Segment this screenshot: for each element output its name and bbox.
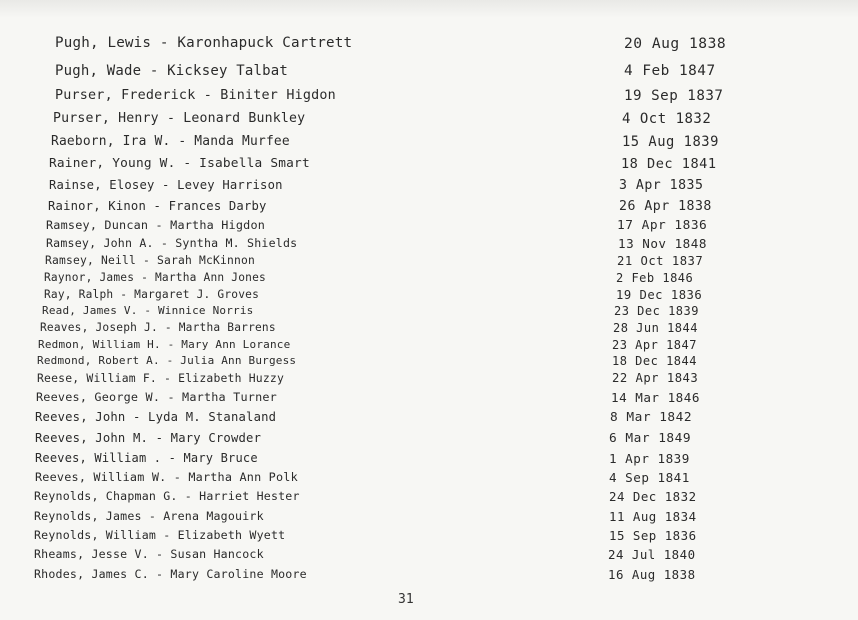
couple-names: Redmon, William H. - Mary Ann Lorance (38, 338, 291, 351)
couple-names: Reaves, Joseph J. - Martha Barrens (40, 321, 276, 334)
couple-names: Rhodes, James C. - Mary Caroline Moore (34, 567, 307, 581)
marriage-date: 19 Sep 1837 (624, 88, 724, 104)
couple-names: Reeves, George W. - Martha Turner (36, 390, 277, 404)
couple-names: Rainse, Elosey - Levey Harrison (49, 178, 283, 192)
couple-names: Ramsey, Neill - Sarah McKinnon (45, 254, 256, 267)
couple-names: Raeborn, Ira W. - Manda Murfee (51, 134, 290, 149)
marriage-record-row (0, 528, 858, 546)
marriage-date: 3 Apr 1835 (619, 178, 704, 193)
couple-names: Ray, Ralph - Margaret J. Groves (44, 288, 259, 301)
marriage-record-row (0, 410, 858, 428)
marriage-date: 18 Dec 1844 (612, 354, 697, 368)
marriage-record-row (0, 111, 858, 129)
marriage-date: 6 Mar 1849 (609, 431, 692, 446)
marriage-date: 15 Aug 1839 (622, 134, 719, 150)
marriage-record-row (0, 470, 858, 488)
marriage-record-row (0, 547, 858, 565)
marriage-date: 14 Mar 1846 (611, 390, 700, 405)
couple-names: Read, James V. - Winnice Norris (42, 304, 254, 317)
marriage-date: 11 Aug 1834 (609, 509, 697, 524)
couple-names: Purser, Frederick - Biniter Higdon (55, 88, 336, 103)
couple-names: Reeves, William . - Mary Bruce (35, 451, 258, 465)
marriage-record-row (0, 156, 858, 174)
couple-names: Reynolds, William - Elizabeth Wyett (34, 528, 286, 542)
marriage-date: 13 Nov 1848 (618, 236, 707, 251)
marriage-record-row (0, 321, 858, 339)
marriage-date: 28 Jun 1844 (613, 321, 698, 335)
marriage-date: 4 Oct 1832 (622, 111, 712, 127)
marriage-record-row (0, 218, 858, 236)
marriage-record-row (0, 509, 858, 527)
marriage-record-row (0, 451, 858, 469)
couple-names: Reeves, John M. - Mary Crowder (35, 431, 262, 445)
couple-names: Reese, William F. - Elizabeth Huzzy (37, 371, 285, 385)
couple-names: Rainor, Kinon - Frances Darby (48, 199, 267, 213)
couple-names: Pugh, Wade - Kicksey Talbat (55, 63, 288, 79)
couple-names: Ramsey, John A. - Syntha M. Shields (46, 236, 298, 250)
marriage-record-row (0, 236, 858, 254)
marriage-record-row (0, 489, 858, 507)
marriage-date: 22 Apr 1843 (612, 371, 699, 385)
marriage-record-row (0, 567, 858, 585)
couple-names: Reynolds, Chapman G. - Harriet Hester (34, 489, 300, 503)
couple-names: Reynolds, James - Arena Magouirk (34, 509, 264, 523)
marriage-record-row (0, 431, 858, 449)
marriage-date: 21 Oct 1837 (617, 254, 704, 268)
marriage-date: 23 Apr 1847 (612, 338, 697, 352)
marriage-date: 16 Aug 1838 (608, 567, 696, 582)
marriage-record-row (0, 35, 858, 53)
marriage-record-row (0, 304, 858, 322)
marriage-record-row (0, 63, 858, 81)
marriage-date: 23 Dec 1839 (614, 304, 699, 318)
marriage-record-row (0, 178, 858, 196)
couple-names: Rheams, Jesse V. - Susan Hancock (34, 547, 264, 561)
marriage-date: 26 Apr 1838 (619, 199, 712, 214)
marriage-record-row (0, 199, 858, 217)
couple-names: Reeves, William W. - Martha Ann Polk (35, 470, 298, 484)
marriage-date: 18 Dec 1841 (621, 156, 717, 172)
page-number: 31 (398, 592, 414, 607)
marriage-record-row (0, 134, 858, 152)
marriage-record-row (0, 271, 858, 289)
marriage-date: 4 Sep 1841 (609, 470, 690, 485)
marriage-date: 24 Dec 1832 (609, 489, 697, 504)
marriage-record-row (0, 371, 858, 389)
marriage-date: 17 Apr 1836 (617, 218, 708, 233)
marriage-date: 8 Mar 1842 (610, 410, 693, 425)
marriage-date: 19 Dec 1836 (616, 288, 703, 302)
marriage-record-row (0, 390, 858, 408)
couple-names: Reeves, John - Lyda M. Stanaland (35, 410, 277, 424)
couple-names: Ramsey, Duncan - Martha Higdon (46, 218, 266, 232)
marriage-date: 24 Jul 1840 (608, 547, 696, 562)
marriage-record-row (0, 88, 858, 106)
couple-names: Pugh, Lewis - Karonhapuck Cartrett (55, 35, 353, 51)
marriage-record-row (0, 354, 858, 372)
couple-names: Raynor, James - Martha Ann Jones (44, 271, 266, 284)
couple-names: Redmond, Robert A. - Julia Ann Burgess (37, 354, 297, 367)
marriage-date: 20 Aug 1838 (624, 35, 727, 52)
marriage-date: 1 Apr 1839 (609, 451, 690, 466)
marriage-date: 4 Feb 1847 (624, 63, 716, 79)
marriage-record-row (0, 254, 858, 272)
couple-names: Rainer, Young W. - Isabella Smart (49, 156, 310, 171)
marriage-date: 15 Sep 1836 (609, 528, 697, 543)
couple-names: Purser, Henry - Leonard Bunkley (53, 111, 306, 126)
marriage-date: 2 Feb 1846 (616, 271, 694, 285)
